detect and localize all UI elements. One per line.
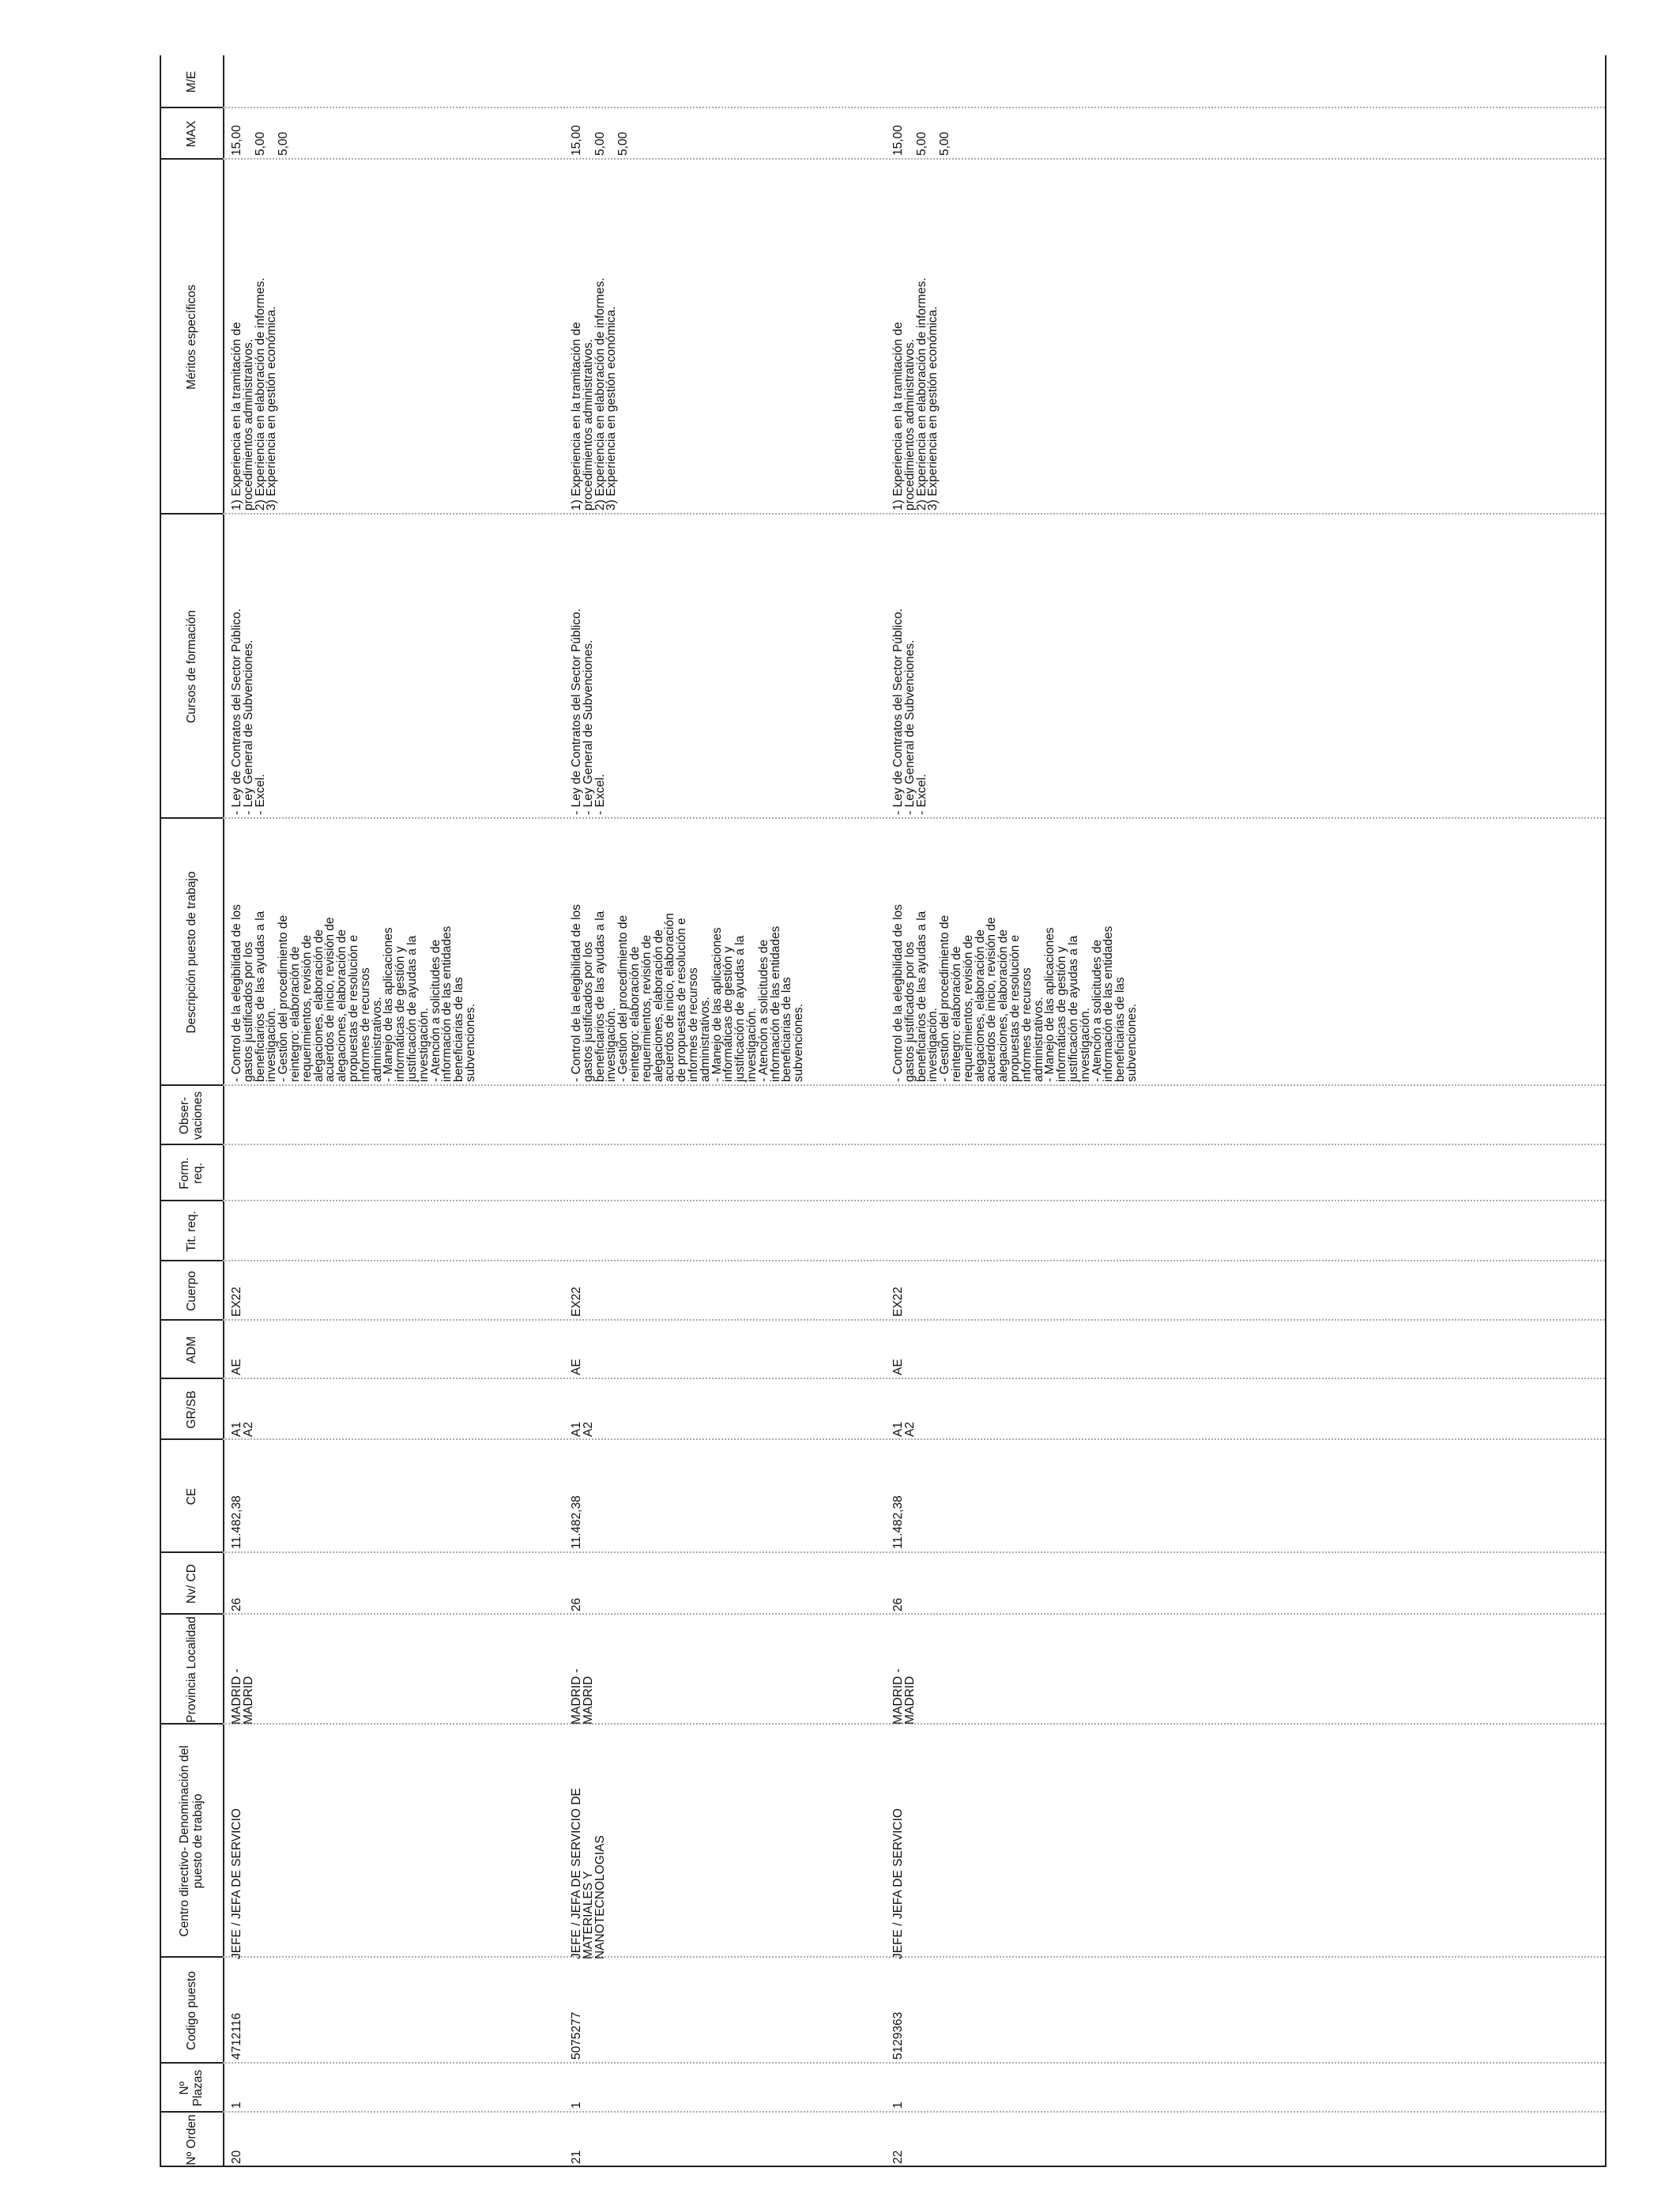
col-separator xyxy=(223,1378,1605,1379)
cell-obs xyxy=(893,1088,1205,1142)
header-cuerpo: Cuerpo xyxy=(184,1271,198,1311)
cell-cuerpo: EX22 xyxy=(230,1287,243,1317)
cell-orden: 20 xyxy=(230,2150,243,2164)
cell-plazas: 1 xyxy=(230,2102,243,2109)
col-separator xyxy=(223,2062,1605,2064)
cell-cursos: - Ley de Contratos del Sector Público. - Ley General de Subvenciones. - Excel. xyxy=(230,608,267,815)
col-rule xyxy=(160,1613,223,1615)
cell-codigo: 4712116 xyxy=(230,2012,243,2060)
cell-nivel: 26 xyxy=(570,1597,583,1612)
cell-descripcion: - Control de la elegibilidad de los gastos justificados por los beneficiarios de las ayudas a la investigación. - Gestión del procedimiento de reintegro: elaboración de requerimientos, revisión de alegaciones, elaboración de acuerdos de inicio, elaboración de propuestas de resolución e informes de recursos administrativos. - Manejo de las aplicaciones informáticas de gestión y justificación de ayudas a la investigación. - Atención a solicitudes de información de las entidades beneficiarias de las subvenciones. xyxy=(570,904,806,1082)
col-rule xyxy=(160,1144,223,1145)
col-rule xyxy=(160,1723,223,1725)
header-centro: Centro directivo- Denominación del puesto de trabajo xyxy=(178,1745,205,1937)
header-bottom-rule xyxy=(223,55,224,2167)
col-rule xyxy=(160,1956,223,1958)
col-separator xyxy=(223,1551,1605,1553)
cell-ce: 11.482,38 xyxy=(891,1495,905,1549)
header-me: M/E xyxy=(184,70,198,93)
cell-meritos: 1) Experiencia en la tramitación de procedimientos administrativos. 2) Experiencia en elaboración de informes. 3) Experiencia en gestión económica. xyxy=(570,277,619,511)
header-tit: Tit. req. xyxy=(184,1211,198,1252)
cell-me xyxy=(571,57,883,104)
col-separator xyxy=(223,1613,1605,1615)
cell-tit xyxy=(232,1203,544,1258)
cell-plazas: 1 xyxy=(570,2102,583,2109)
cell-plazas: 1 xyxy=(891,2102,905,2109)
cell-obs xyxy=(232,1088,544,1142)
col-separator xyxy=(223,2111,1605,2113)
cell-adm: AE xyxy=(570,1359,583,1375)
cell-ce: 11.482,38 xyxy=(230,1495,243,1549)
header-obs: Obser- vaciones xyxy=(178,1091,205,1140)
col-separator xyxy=(223,1438,1605,1440)
cell-tit xyxy=(571,1203,883,1258)
cell-form xyxy=(571,1148,883,1198)
cell-form xyxy=(232,1148,544,1198)
cell-centro: JEFE / JEFA DE SERVICIO DE MATERIALES Y NANOTECNOLOGIAS xyxy=(570,1788,607,1959)
col-rule xyxy=(160,1084,223,1086)
col-rule xyxy=(160,513,223,515)
cell-max: 15,00 5,00 5,00 xyxy=(570,125,631,156)
col-rule xyxy=(160,2111,223,2113)
col-separator xyxy=(223,513,1605,515)
col-rule xyxy=(160,2166,223,2167)
col-rule xyxy=(160,1200,223,1201)
cell-codigo: 5075277 xyxy=(570,2011,583,2060)
col-rule xyxy=(160,1319,223,1321)
cell-orden: 22 xyxy=(891,2150,905,2164)
header-nivel: Nv/ CD xyxy=(184,1564,198,1604)
col-rule xyxy=(160,107,223,108)
table-bottom-rule xyxy=(1605,55,1607,2167)
col-separator xyxy=(223,1200,1605,1201)
vacancies-table xyxy=(160,55,1605,2167)
cell-form xyxy=(893,1148,1205,1198)
header-provincia: Provincia Localidad xyxy=(184,1616,198,1723)
cell-nivel: 26 xyxy=(230,1597,243,1612)
cell-provincia: MADRID - MADRID xyxy=(891,1668,917,1725)
cell-adm: AE xyxy=(230,1359,243,1375)
cell-me xyxy=(893,57,1205,104)
header-meritos: Méritos específicos xyxy=(184,285,198,390)
col-rule xyxy=(160,1551,223,1553)
col-separator xyxy=(223,107,1605,108)
cell-grsb: A1 A2 xyxy=(891,1422,917,1437)
cell-orden: 21 xyxy=(570,2150,583,2164)
cell-obs xyxy=(571,1088,883,1142)
cell-tit xyxy=(893,1203,1205,1258)
cell-cursos: - Ley de Contratos del Sector Público. - Ley General de Subvenciones. - Excel. xyxy=(891,608,929,815)
header-descripcion: Descripción puesto de trabajo xyxy=(184,871,198,1034)
header-ce: CE xyxy=(184,1487,198,1506)
cell-provincia: MADRID - MADRID xyxy=(570,1668,595,1725)
col-separator xyxy=(223,1144,1605,1145)
header-max: MAX xyxy=(184,120,198,148)
cell-meritos: 1) Experiencia en la tramitación de procedimientos administrativos. 2) Experiencia en elaboración de informes. 3) Experiencia en gestión económica. xyxy=(230,277,279,511)
header-orden: Nº Orden xyxy=(184,2114,198,2166)
cell-descripcion: - Control de la elegibilidad de los gastos justificados por los beneficiarios de las ayudas a la investigación. - Gestión del procedimiento de reintegro: elaboración de requerimientos, revisión de alegaciones, elaboración de acuerdos de inicio, revisión de alegaciones, elaboración de propuestas de resolución e informes de recursos administrativos. - Manejo de las aplicaciones informáticas de gestión y justificación de ayudas a la investigación. - Atención a solicitudes de información de las entidades beneficiarias de las subvenciones. xyxy=(230,904,477,1082)
cell-cursos: - Ley de Contratos del Sector Público. - Ley General de Subvenciones. - Excel. xyxy=(570,608,607,815)
header-adm: ADM xyxy=(184,1336,198,1364)
header-codigo: Codigo puesto xyxy=(184,1971,198,2050)
cell-centro: JEFE / JEFA DE SERVICIO xyxy=(891,1808,905,1959)
cell-me xyxy=(232,57,544,104)
col-separator xyxy=(223,817,1605,819)
col-rule xyxy=(160,1378,223,1379)
cell-cuerpo: EX22 xyxy=(891,1287,905,1317)
cell-nivel: 26 xyxy=(891,1597,905,1612)
cell-centro: JEFE / JEFA DE SERVICIO xyxy=(230,1808,243,1959)
col-rule xyxy=(160,158,223,160)
cell-ce: 11.482,38 xyxy=(570,1495,583,1549)
cell-codigo: 5129363 xyxy=(891,2011,905,2060)
cell-provincia: MADRID - MADRID xyxy=(230,1668,255,1725)
header-grsb: GR/SB xyxy=(184,1390,198,1429)
cell-cuerpo: EX22 xyxy=(570,1287,583,1317)
col-separator xyxy=(223,1319,1605,1321)
cell-grsb: A1 A2 xyxy=(570,1422,595,1437)
cell-descripcion: - Control de la elegibilidad de los gastos justificados por los beneficiarios de las ayudas a la investigación. - Gestión del procedimiento de reintegro: elaboración de requerimientos, revisión de alegaciones, elaboración de acuerdos de inicio, revisión de alegaciones, elaboración de propuestas de resolución e informes de recursos administrativos. - Manejo de las aplicaciones informáticas de gestión y justificación de ayudas a la investigación. - Atención a solicitudes de información de las entidades beneficiarias de las subvenciones. xyxy=(891,904,1139,1082)
col-separator xyxy=(223,1260,1605,1261)
col-separator xyxy=(223,1084,1605,1086)
header-form: Form. req. xyxy=(178,1157,205,1189)
cell-max: 15,00 5,00 5,00 xyxy=(230,125,291,156)
col-rule xyxy=(160,1260,223,1261)
cell-meritos: 1) Experiencia en la tramitación de procedimientos administrativos. 2) Experiencia en elaboración de informes. 3) Experiencia en gestión económica. xyxy=(891,277,940,511)
cell-grsb: A1 A2 xyxy=(230,1422,255,1437)
table-left-rule xyxy=(223,2166,1605,2167)
header-cursos: Cursos de formación xyxy=(184,610,198,724)
cell-adm: AE xyxy=(891,1359,905,1375)
col-separator xyxy=(223,158,1605,160)
col-rule xyxy=(160,1438,223,1440)
col-rule xyxy=(160,2062,223,2064)
cell-max: 15,00 5,00 5,00 xyxy=(891,125,952,156)
col-rule xyxy=(160,817,223,819)
header-plazas: Nº Plazas xyxy=(178,2069,205,2107)
